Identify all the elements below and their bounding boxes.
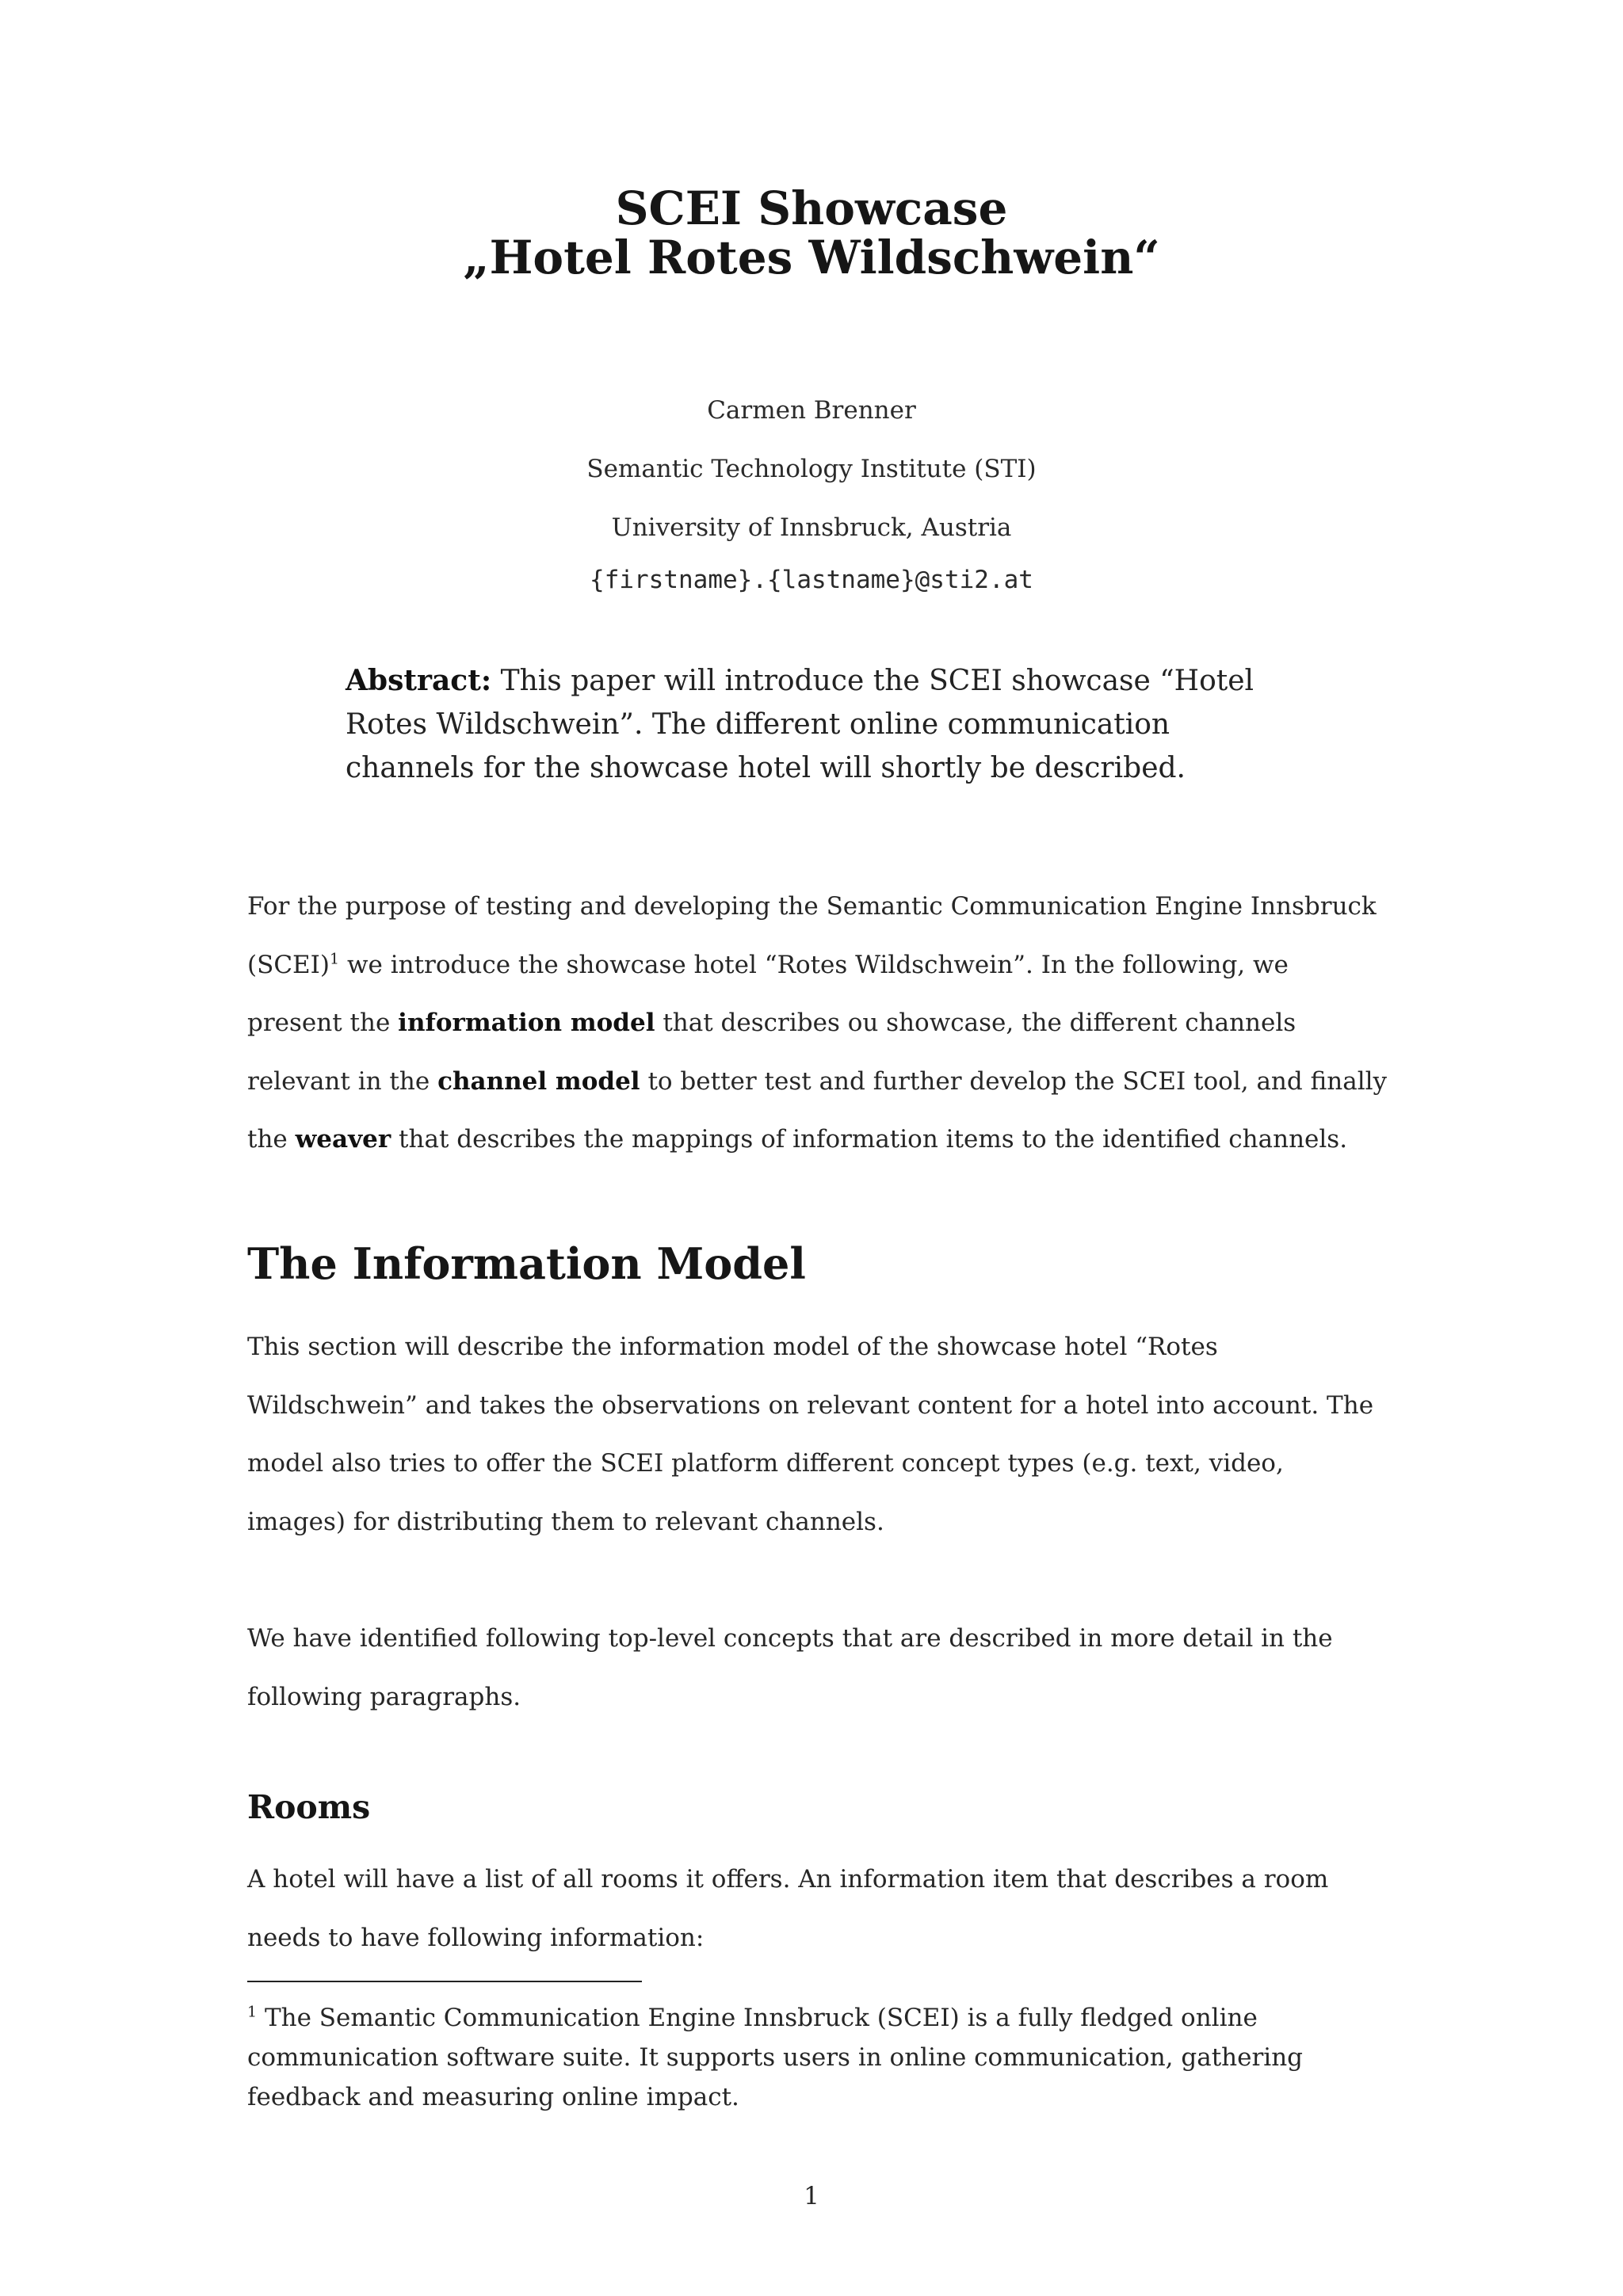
intro-text-2: we introduce the showcase hotel “Rotes Wildschwein”. In the following, we present the [247,950,1289,1038]
author-university: University of Innsbruck, Austria [611,513,1012,542]
intro-text-3: that describes ou showcase, the different channels relevant in the [247,1009,1296,1096]
author-institute: Semantic Technology Institute (STI) [586,455,1037,483]
footnote-marker: 1 [247,2003,258,2021]
section-paragraph-2: We have identified following top-level concepts that are described in more detail in the following paragraphs. [247,1624,1333,1711]
footnote-ref: 1 [330,950,340,968]
title-line-1: SCEI Showcase [615,181,1008,235]
author-email: {firstname}.{lastname}@sti2.at [590,566,1033,594]
footnote [247,1998,1388,2117]
abstract-text: This paper will introduce the SCEI showcase “Hotel Rotes Wildschwein”. The different online communication channels for the showcase hotel will shortly be described. [346,665,1254,784]
intro-bold-channel-model: channel model [437,1066,640,1096]
footnote-text: The Semantic Communication Engine Innsbruck (SCEI) is a fully fledged online communication software suite. It supports users in online communication, gathering feedback and measuring online impact. [247,2004,1304,2111]
intro-bold-weaver: weaver [295,1125,391,1154]
footnote-divider [247,1981,642,1982]
intro-text-5: that describes the mappings of information items to the identified channels. [391,1125,1348,1154]
intro-bold-information-model: information model [398,1009,655,1038]
page-number: 1 [804,2182,819,2210]
subsection-heading-rooms: Rooms [247,1788,371,1826]
abstract-label: Abstract: [346,664,492,697]
intro-text-1: For the purpose of testing and developing the Semantic Communication Engine Innsbruck (SCEI) [247,892,1377,979]
section-paragraph-1: This section will describe the information model of the showcase hotel “Rotes Wildschwein” and takes the observations on relevant content for a hotel into account. The model also tries to offer the SCEI platform different concept types (e.g. text, video, images) for distributing them to relevant channels. [247,1333,1374,1536]
intro-text-4: to better test and further develop the SCEI tool, and finally the [247,1066,1388,1154]
rooms-paragraph: A hotel will have a list of all rooms it offers. An information item that describes a room needs to have following information: [247,1865,1329,1952]
abstract [346,659,1281,790]
intro-paragraph [247,878,1388,1169]
section-heading: The Information Model [247,1238,806,1289]
paper-title [0,181,1623,284]
title-line-2: „Hotel Rotes Wildschwein“ [463,231,1160,284]
author-name: Carmen Brenner [707,396,916,425]
